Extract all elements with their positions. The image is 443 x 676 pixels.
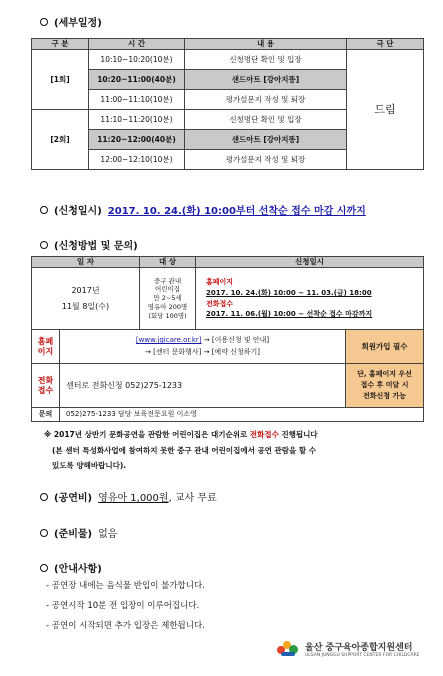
content-cell: 샌드아트 [강아지똥] [185,70,347,90]
homepage-label: 홈페이지 [32,330,60,364]
content-cell: 샌드아트 [강아지똥] [185,130,347,150]
notice-line-1: ※ 2017년 상반기 문화공연을 관람한 어린이집은 대기순위로 전화접수 진행됩니다 [44,430,318,439]
header-apply-period: 신청일시 [196,257,424,268]
guide-item: - 공연이 시작되면 추가 입장은 제한됩니다. [46,621,205,631]
circle-bullet-icon [40,529,48,537]
homepage-path-cell: [www.jgicare.or.kr] → [이용신청 및 안내] → [센터 문화행사] → [예약 신청하기] [60,330,346,364]
content-cell: 신청명단 확인 및 입장 [185,50,347,70]
troupe-cell: 드림 [347,50,424,170]
apply-period-cell: 홈페이지 2017. 10. 24.(화) 10:00 ~ 11. 03.(금) 18:00 전화접수 2017. 11. 06.(월) 10:00 ~ 선착순 접수 마감까지 [196,268,424,330]
inquiry-text: 052)275-1233 담당 보육전문요원 이소영 [60,408,424,422]
circle-bullet-icon [40,18,48,26]
fee-child: 영유아 1,000원 [98,493,169,504]
content-cell: 신청명단 확인 및 입장 [185,110,347,130]
phone-text: 센터로 전화신청 052)275-1233 [60,364,346,408]
circle-bullet-icon [40,564,48,572]
signup-required-note: 회원가입 필수 [346,330,424,364]
header-division: 구 분 [32,39,89,50]
notice-line-2: (본 센터 특성화사업에 참여하지 못한 중구 관내 어린이집에서 공연 관람을 할 수 [52,446,316,455]
apply-date-text: 2017. 10. 24.(화) 10:00부터 선착순 접수 마감 시까지 [107,206,366,217]
time-cell: 11:00~11:10(10분) [89,90,185,110]
apply-method-heading: (신청방법 및 문의) [40,237,138,252]
method-table [31,256,424,422]
time-cell: 12:00~12:10(10분) [89,150,185,170]
round-2-cell: [2회] [32,110,89,170]
center-logo [277,640,420,658]
schedule-table [31,38,424,170]
circle-bullet-icon [40,206,48,214]
guide-item: - 공연시작 10분 전 입장이 이루어집니다. [46,601,200,611]
logo-mark-icon [277,640,299,658]
apply-date-heading: (신청일시) 2017. 10. 24.(화) 10:00부터 선착순 접수 마감 시까지 [40,202,366,217]
circle-bullet-icon [40,241,48,249]
fee-teacher: , 교사 무료 [168,493,217,504]
phone-label: 전화접수 [32,364,60,408]
content-cell: 평가설문지 작성 및 퇴장 [185,90,347,110]
logo-subtitle: ULSAN JUNGGU SUPPORT CENTER FOR CHILDCARE [305,653,420,658]
header-content: 내 용 [185,39,347,50]
supplies-text: 없음 [98,529,118,540]
logo-name: 울산 중구육아종합지원센터 [305,643,413,653]
inquiry-label: 문의 [32,408,60,422]
guide-item: - 공연장 내에는 음식물 반입이 불가합니다. [46,581,205,591]
round-1-cell: [1회] [32,50,89,110]
notice-line-3: 있도록 양해바랍니다). [52,461,127,470]
target-cell: 중구 관내 어린이집 만 2~5세 영유아 200명 (회당 100명) [140,268,196,330]
homepage-link[interactable]: [www.jgicare.or.kr] [135,336,202,345]
time-cell: 11:10~11:20(10분) [89,110,185,130]
header-date: 일 자 [32,257,140,268]
header-time: 시 간 [89,39,185,50]
time-cell: 10:10~10:20(10분) [89,50,185,70]
content-cell: 평가설문지 작성 및 퇴장 [185,150,347,170]
time-cell: 11:20~12:00(40분) [89,130,185,150]
fee-heading: (공연비) 영유아 1,000원, 교사 무료 [40,489,217,504]
time-cell: 10:20~11:00(40분) [89,70,185,90]
guide-heading: (안내사항) [40,560,102,575]
header-target: 대 상 [140,257,196,268]
phone-note: 단, 홈페이지 우선 접수 후 미달 시 전화신청 가능 [346,364,424,408]
supplies-heading: (준비물) 없음 [40,525,117,540]
circle-bullet-icon [40,493,48,501]
schedule-heading: (세부일정) [40,14,102,29]
date-cell: 2017년 11월 8일(수) [32,268,140,330]
header-troupe: 극 단 [347,39,424,50]
